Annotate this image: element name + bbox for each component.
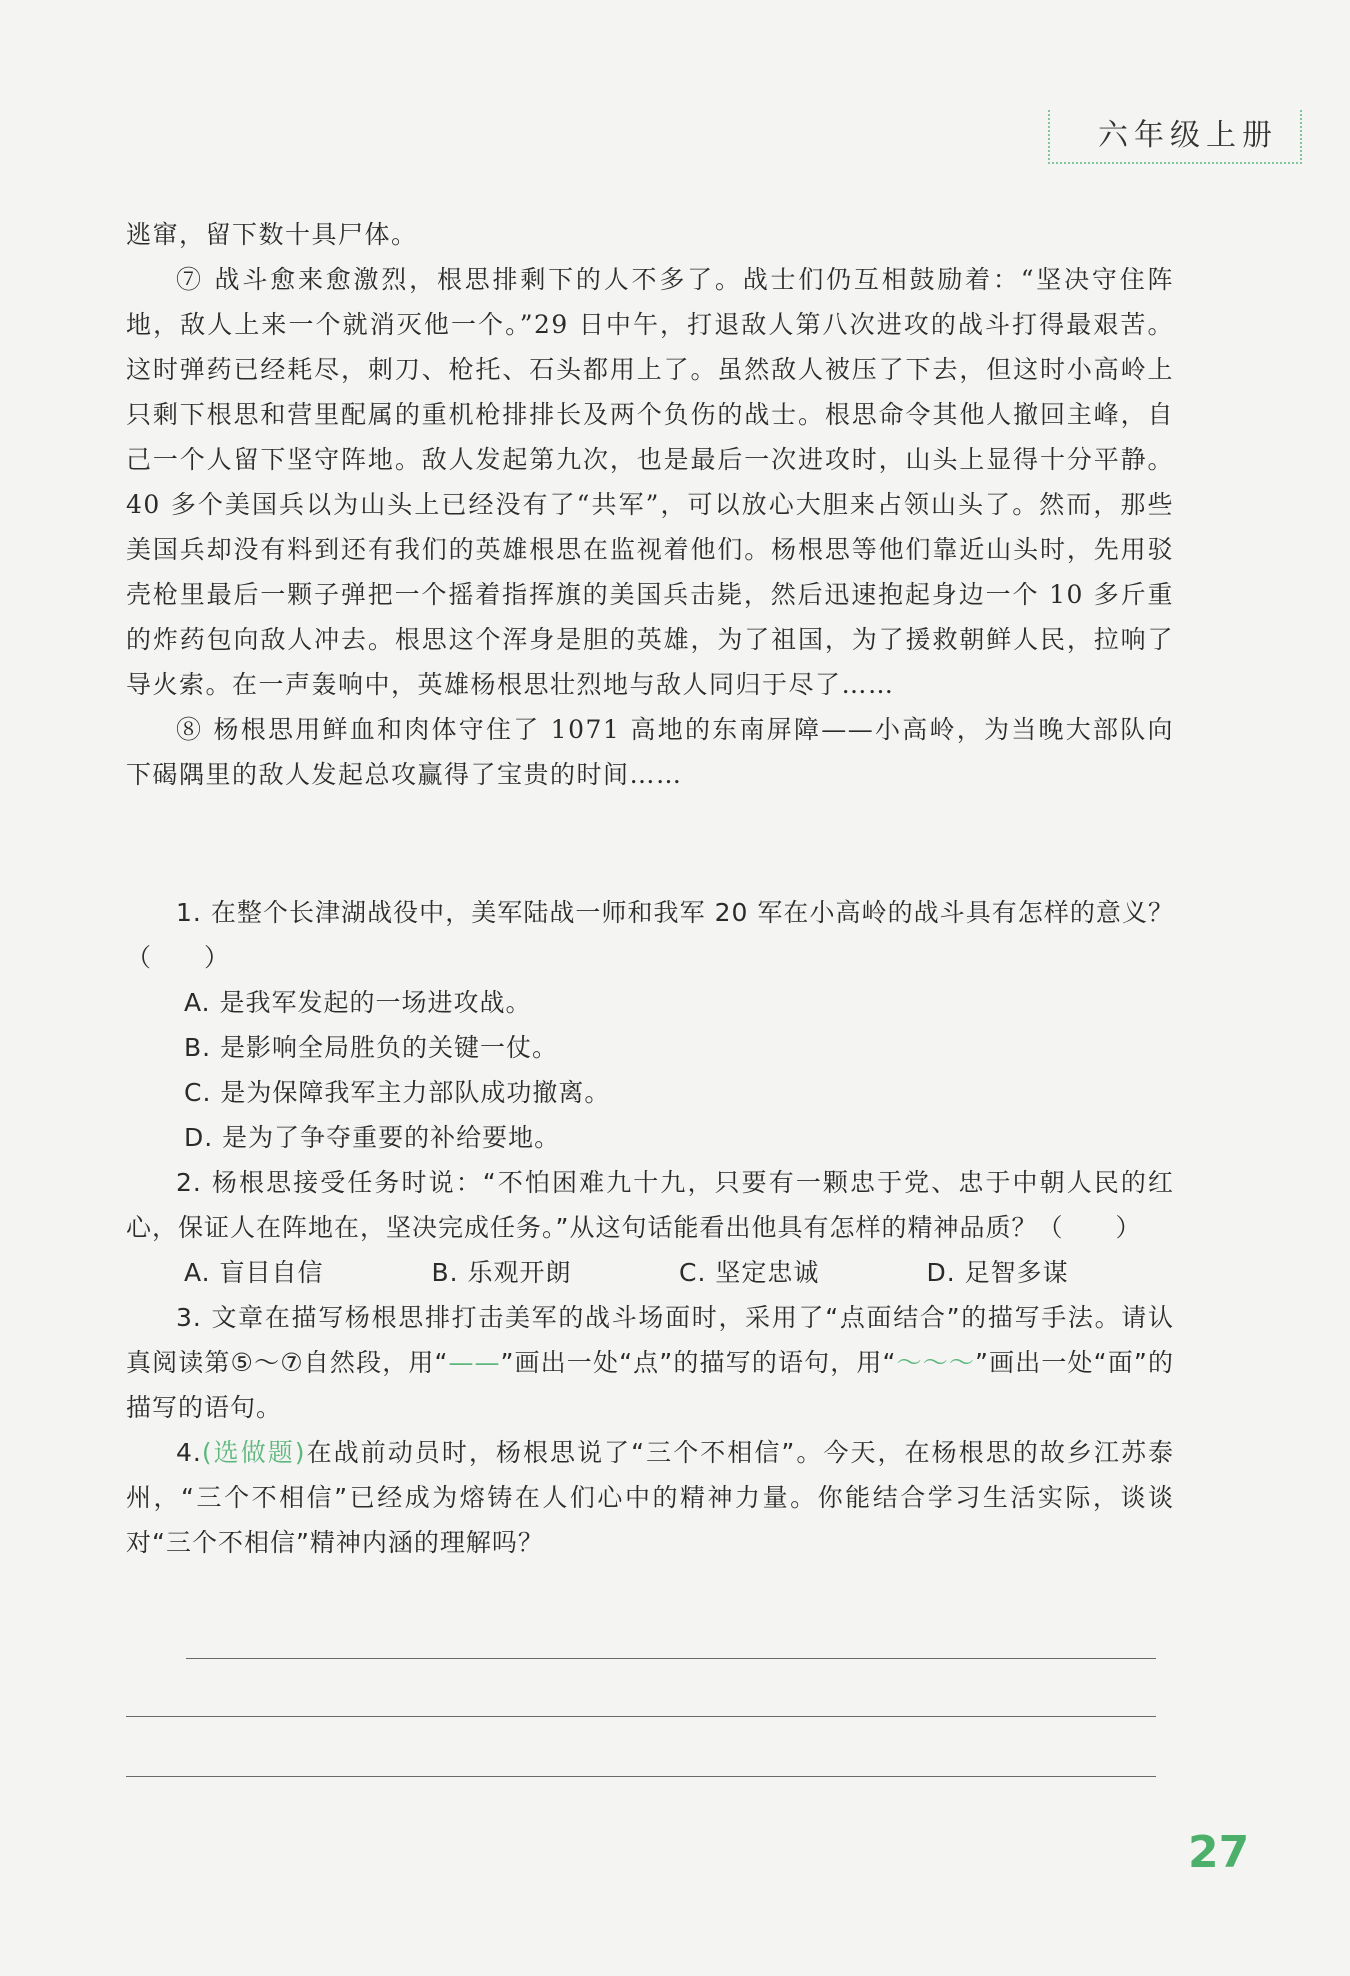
answer-line-3[interactable] — [126, 1776, 1156, 1777]
question-4 — [126, 1430, 1174, 1565]
reading-passage — [126, 212, 1174, 797]
question-1-option-d: D. 是为了争夺重要的补给要地。 — [184, 1123, 561, 1152]
question-1-option-c: C. 是为保障我军主力部队成功撤离。 — [184, 1078, 611, 1107]
question-3-part-2: ”画出一处“点”的描写的语句，用“ — [500, 1348, 897, 1377]
question-2-option-b: B. 乐观开朗 — [431, 1258, 572, 1287]
line-mark-sample: —— — [448, 1348, 501, 1377]
page-header — [1048, 110, 1302, 164]
answer-line-2[interactable] — [126, 1716, 1156, 1717]
question-2-options — [126, 1250, 1174, 1295]
question-3 — [126, 1295, 1174, 1430]
paragraph-7: ⑦ 战斗愈来愈激烈，根思排剩下的人不多了。战士们仍互相鼓励着：“坚决守住阵地，敌人上来一个就消灭他一个。”29 日中午，打退敌人第八次进攻的战斗打得最艰苦。这时弹药已经耗尽，刺刀、枪托、石头都用上了。虽然敌人被压了下去，但这时小高岭上只剩下根思和营里配属的重机枪排排长及两个负伤的战士。根思命令其他人撤回主峰，自己一个人留下坚守阵地。敌人发起第九次，也是最后一次进攻时，山头上显得十分平静。40 多个美国兵以为山头上已经没有了“共军”，可以放心大胆来占领山头了。然而，那些美国兵却没有料到还有我们的英雄根思在监视着他们。杨根思等他们靠近山头时，先用驳壳枪里最后一颗子弹把一个摇着指挥旗的美国兵击毙，然后迅速抱起身边一个 10 多斤重的炸药包向敌人冲去。根思这个浑身是胆的英雄，为了祖国，为了援救朝鲜人民，拉响了导火索。在一声轰响中，英雄杨根思壮烈地与敌人同归于尽了…… — [126, 265, 1174, 699]
question-2-stem: 2. 杨根思接受任务时说：“不怕困难九十九，只要有一颗忠于党、忠于中朝人民的红心，保证人在阵地在，坚决完成任务。”从这句话能看出他具有怎样的精神品质？（ ） — [126, 1168, 1174, 1242]
question-1-option-a: A. 是我军发起的一场进攻战。 — [184, 988, 532, 1017]
wave-mark-sample: ～～～ — [896, 1348, 976, 1377]
question-1-stem: 1. 在整个长津湖战役中，美军陆战一师和我军 20 军在小高岭的战斗具有怎样的意义？（ ） — [126, 898, 1174, 972]
question-4-text: 在战前动员时，杨根思说了“三个不相信”。今天，在杨根思的故乡江苏泰州，“三个不相信”已经成为熔铸在人们心中的精神力量。你能结合学习生活实际，谈谈对“三个不相信”精神内涵的理解吗？ — [126, 1438, 1175, 1557]
question-2-option-a: A. 盲目自信 — [184, 1258, 324, 1287]
answer-line-1[interactable] — [186, 1658, 1156, 1659]
book-title: 六年级上册 — [1098, 118, 1278, 153]
question-1-option-b: B. 是影响全局胜负的关键一仗。 — [184, 1033, 559, 1062]
question-2-option-c: C. 坚定忠诚 — [679, 1258, 820, 1287]
question-3-part-3: ”画出一处“面”的描写的语句。 — [126, 1348, 1174, 1422]
question-3-part-1: 3. 文章在描写杨根思排打击美军的战斗场面时，采用了“点面结合”的描写手法。请认真阅读第⑤～⑦自然段，用“ — [126, 1303, 1174, 1377]
question-4-number: 4. — [176, 1438, 202, 1467]
page-number: 27 — [1188, 1827, 1250, 1878]
question-2-option-d: D. 足智多谋 — [926, 1258, 1069, 1287]
passage-continuation: 逃窜，留下数十具尸体。 — [126, 220, 418, 249]
paragraph-8: ⑧ 杨根思用鲜血和肉体守住了 1071 高地的东南屏障——小高岭，为当晚大部队向下碣隅里的敌人发起总攻赢得了宝贵的时间…… — [126, 715, 1174, 789]
optional-question-tag: (选做题) — [201, 1438, 306, 1467]
questions-section — [126, 890, 1174, 1565]
